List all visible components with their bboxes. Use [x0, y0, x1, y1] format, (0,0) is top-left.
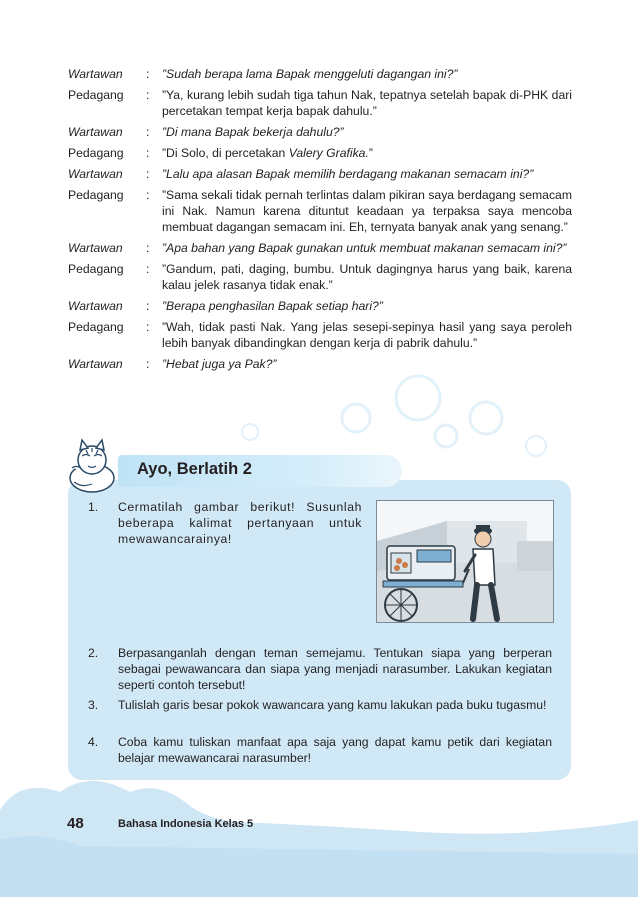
footer-cloud [0, 770, 638, 897]
item-text: Cermatilah gambar berikut! Susunlah beberapa kalimat pertanyaan untuk mewawancarainya! [118, 500, 362, 546]
speaker: Pedagang [68, 320, 124, 334]
dialogue-text: ”Ya, kurang lebih sudah tiga tahun Nak, tepatnya setelah bapak di-PHK dari percetakan tempat kerja bapak dahulu.” [162, 88, 572, 118]
item-number: 4. [88, 735, 99, 749]
exercise-item [88, 734, 552, 766]
dialogue-text: ”Sama sekali tidak pernah terlintas dalam pikiran saya berdagang semacam ini Nak. Namun karena dituntut keadaan ya terpaksa saya mencoba membuat dagangan semacam ini. Eh, ternyata banyak anak yang senang.” [162, 188, 572, 234]
exercise-item [88, 499, 362, 547]
company-name: Valery Grafika. [288, 146, 369, 160]
street-vendor-cart-image [377, 501, 553, 622]
dialogue-line: Pedagang : ”Gandum, pati, daging, bumbu. Untuk dagingnya harus yang baik, karena kalau jelek rasanya tidak enak.” [68, 262, 572, 292]
item-number: 3. [88, 698, 99, 712]
speaker: Wartawan [68, 299, 123, 313]
dialogue-line: Wartawan : ”Apa bahan yang Bapak gunakan untuk membuat makanan semacam ini?” [68, 240, 572, 256]
page-number: 48 [67, 815, 84, 832]
dialogue-line: Pedagang : ”Wah, tidak pasti Nak. Yang jelas sesepi-sepinya hasil yang saya peroleh lebih banyak dibandingkan dengan kerja di pabrik dahulu.” [68, 320, 572, 350]
dialogue-text: ”Di mana Bapak bekerja dahulu?” [162, 125, 344, 139]
dialogue-text: ”Di Solo, di percetakan Valery Grafika.” [162, 146, 373, 160]
dialogue-text: ”Gandum, pati, daging, bumbu. Untuk dagingnya harus yang baik, karena kalau jelek rasanya tidak enak.” [162, 262, 572, 292]
book-title: Bahasa Indonesia Kelas 5 [118, 818, 254, 830]
dialogue-line: Wartawan : ”Lalu apa alasan Bapak memilih berdagang makanan semacam ini?” [68, 166, 572, 182]
speaker: Pedagang [68, 262, 124, 276]
item-number: 1. [88, 500, 99, 514]
dialogue-line: Pedagang : ”Di Solo, di percetakan Valery Grafika.” [68, 145, 572, 161]
speaker: Pedagang [68, 188, 124, 202]
item-text: Coba kamu tuliskan manfaat apa saja yang dapat kamu petik dari kegiatan belajar mewawancarai narasumber! [118, 735, 552, 765]
dialogue-line: Wartawan : ”Hebat juga ya Pak?” [68, 356, 572, 372]
dialogue-text: ”Berapa penghasilan Bapak setiap hari?” [162, 299, 383, 313]
speaker: Wartawan [68, 125, 123, 139]
cat-mascot-icon [62, 438, 122, 494]
item-number: 2. [88, 646, 99, 660]
speaker: Wartawan [68, 167, 123, 181]
speaker: Pedagang [68, 88, 124, 102]
dialogue-text: ”Apa bahan yang Bapak gunakan untuk membuat makanan semacam ini?” [162, 241, 567, 255]
dialogue-text: ”Hebat juga ya Pak?” [162, 357, 277, 371]
item-text: Berpasanganlah dengan teman semejamu. Tentukan siapa yang berperan sebagai pewawancara dan siapa yang menjadi narasumber. Lakukan kegiatan seperti contoh tersebut! [118, 646, 552, 692]
speaker: Pedagang [68, 146, 124, 160]
speaker: Wartawan [68, 357, 123, 371]
exercise-item [88, 645, 552, 693]
vendor-illustration [376, 500, 554, 623]
item-text: Tulislah garis besar pokok wawancara yang kamu lakukan pada buku tugasmu! [118, 698, 547, 712]
dialogue-text: ”Sudah berapa lama Bapak menggeluti dagangan ini?” [162, 67, 458, 81]
dialogue-line: Wartawan : ”Berapa penghasilan Bapak setiap hari?” [68, 298, 572, 314]
speaker: Wartawan [68, 67, 123, 81]
dialogue-text: ”Lalu apa alasan Bapak memilih berdagang makanan semacam ini?” [162, 167, 534, 181]
dialogue-line: Pedagang : ”Ya, kurang lebih sudah tiga tahun Nak, tepatnya setelah bapak di-PHK dari percetakan tempat kerja bapak dahulu.” [68, 88, 572, 118]
speaker: Wartawan [68, 241, 123, 255]
exercise-item [88, 697, 552, 713]
dialogue-line: Pedagang : ”Sama sekali tidak pernah terlintas dalam pikiran saya berdagang semacam ini Nak. Namun karena dituntut keadaan ya terpaksa saya mencoba membuat dagangan semacam ini. Eh, ternyata banyak anak yang senang.” [68, 188, 572, 234]
dialogue-line: Wartawan : ”Sudah berapa lama Bapak menggeluti dagangan ini?” [68, 66, 572, 82]
dialogue-text: ”Wah, tidak pasti Nak. Yang jelas sesepi-sepinya hasil yang saya peroleh lebih banyak dibandingkan dengan kerja di pabrik dahulu.” [162, 320, 572, 350]
exercise-title: Ayo, Berlatih 2 [137, 460, 252, 478]
dialogue-line: Wartawan : ”Di mana Bapak bekerja dahulu?” [68, 124, 572, 140]
interview-dialogue [68, 66, 572, 377]
